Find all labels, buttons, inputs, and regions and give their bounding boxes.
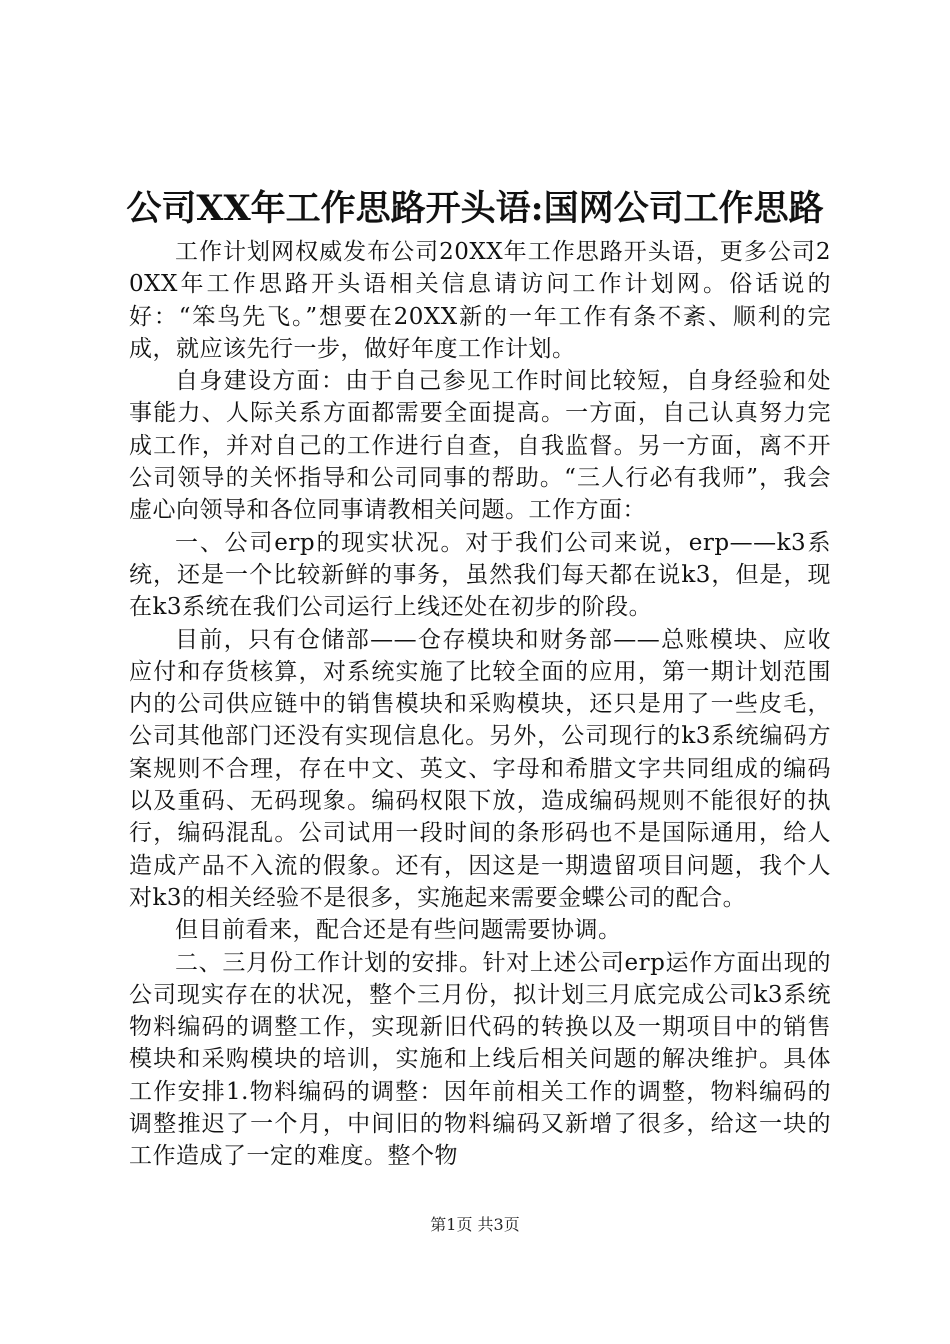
document-title: 公司XX年工作思路开头语:国网公司工作思路	[126, 188, 824, 229]
paragraph-erp-status: 一、公司erp的现实状况。对于我们公司来说，erp——k3系统，还是一个比较新鲜的事务，虽然我们每天都在说k3，但是，现在k3系统在我们公司运行上线还处在初步的阶段。	[129, 529, 831, 621]
paragraph-march-plan: 二、三月份工作计划的安排。针对上述公司erp运作方面出现的公司现实存在的状况，整个三月份，拟计划三月底完成公司k3系统物料编码的调整工作，实现新旧代码的转换以及一期项目中的销售模块和采购模块的培训，实施和上线后相关问题的解决维护。具体工作安排1.物料编码的调整：因年前相关工作的调整，物料编码的调整推迟了一个月，中间旧的物料编码又新增了很多，给这一块的工作造成了一定的难度。整个物	[129, 949, 831, 1170]
paragraph-coordination: 但目前看来，配合还是有些问题需要协调。	[175, 917, 622, 944]
document-body	[129, 236, 831, 1173]
paragraph-self-development: 自身建设方面：由于自己参见工作时间比较短，自身经验和处事能力、人际关系方面都需要全面提高。一方面，自己认真努力完成工作，并对自己的工作进行自查，自我监督。另一方面，离不开公司领导的关怀指导和公司同事的帮助。“三人行必有我师”，我会虚心向领导和各位同事请教相关问题。工作方面：	[129, 368, 831, 524]
page-footer: 第1页 共3页	[430, 1215, 520, 1234]
paragraph-current-situation: 目前，只有仓储部——仓存模块和财务部——总账模块、应收应付和存货核算，对系统实施了比较全面的应用，第一期计划范围内的公司供应链中的销售模块和采购模块，还只是用了一些皮毛，公司其他部门还没有实现信息化。另外，公司现行的k3系统编码方案规则不合理，存在中文、英文、字母和希腊文字共同组成的编码以及重码、无码现象。编码权限下放，造成编码规则不能很好的执行，编码混乱。公司试用一段时间的条形码也不是国际通用，给人造成产品不入流的假象。还有，因这是一期遗留项目问题，我个人对k3的相关经验不是很多，实施起来需要金蝶公司的配合。	[129, 626, 831, 911]
paragraph-intro: 工作计划网权威发布公司20XX年工作思路开头语，更多公司20XX年工作思路开头语相关信息请访问工作计划网。俗话说的好：“笨鸟先飞。”想要在20XX新的一年工作有条不紊、顺利的完成，就应该先行一步，做好年度工作计划。	[129, 239, 831, 362]
